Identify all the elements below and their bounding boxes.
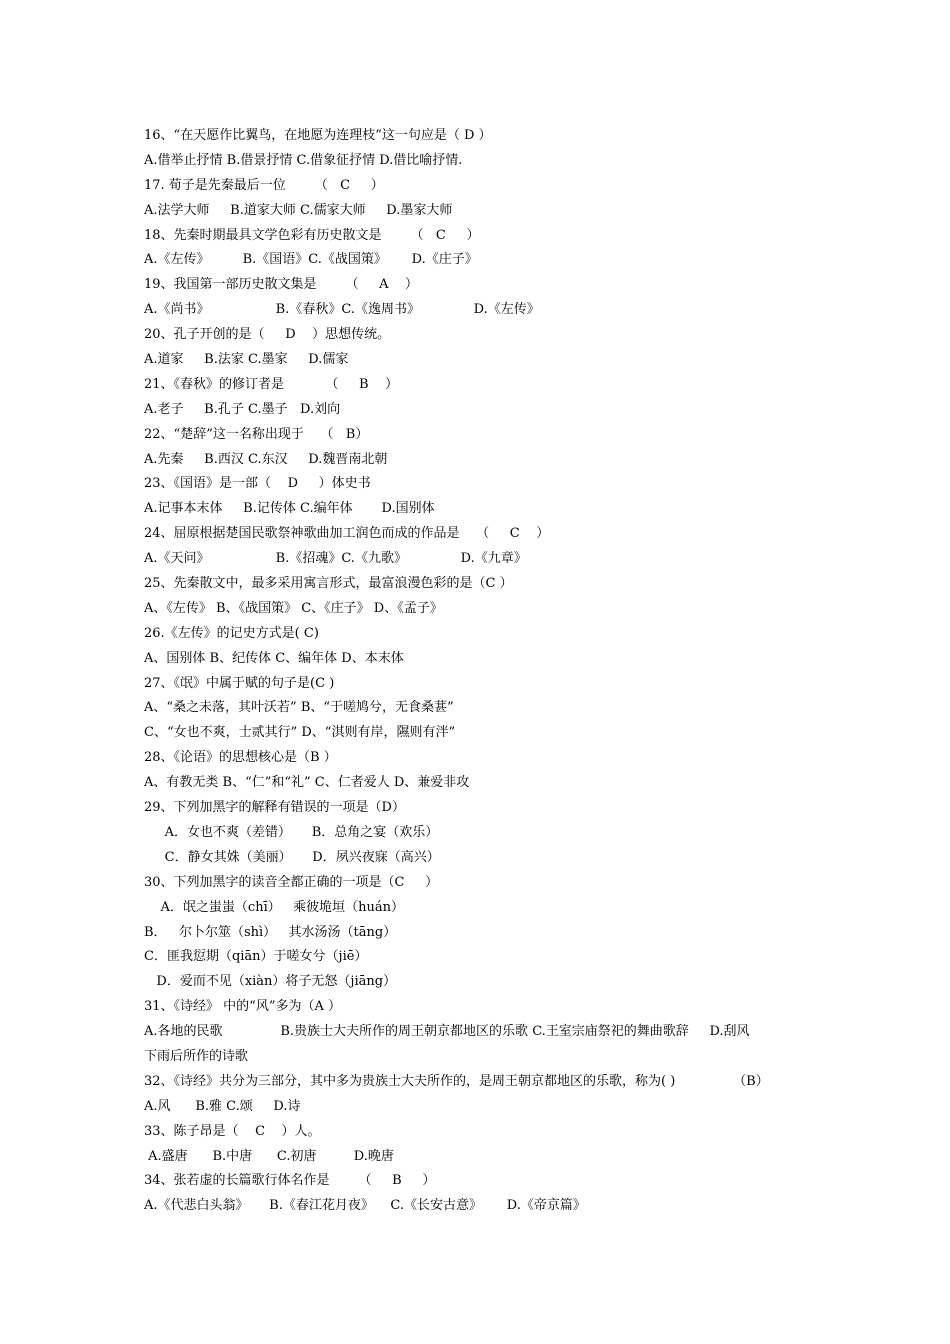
text-line: D．爱而不见（xiàn）将子无怒（jiāng）	[144, 974, 397, 990]
text-line: A．女也不爽（差错） B．总角之宴（欢乐）	[144, 824, 439, 840]
text-line: A.《左传》 B.《国语》C.《战国策》 D.《庄子》	[144, 252, 478, 268]
text-line: A.记事本末体 B.记传体 C.编年体 D.国别体	[144, 501, 435, 517]
text-line: 26.《左传》的记史方式是( C)	[144, 625, 319, 641]
text-line: A.《天问》 B.《招魂》C.《九歌》 D.《九章》	[144, 551, 527, 567]
text-line: A.老子 B.孔子 C.墨子 D.刘向	[144, 401, 341, 417]
text-line: 22、“楚辞”这一名称出现于 （ B）	[144, 426, 369, 442]
text-line: A、国别体 B、纪传体 C、编年体 D、本末体	[144, 650, 404, 666]
text-line: C．静女其姝（美丽） D．夙兴夜寐（高兴）	[144, 849, 440, 865]
text-line: A.先秦 B.西汉 C.东汉 D.魏晋南北朝	[144, 451, 388, 467]
text-line: A.法学大师 B.道家大师 C.儒家大师 D.墨家大师	[144, 202, 453, 218]
text-line: 28、《论语》的思想核心是（B ）	[144, 750, 337, 766]
text-line: 18、先秦时期最具文学色彩有历史散文是 （ C ）	[144, 227, 480, 243]
text-line: A.风 B.雅 C.颂 D.诗	[144, 1098, 301, 1114]
text-line: 29、下列加黑字的解释有错误的一项是（D）	[144, 800, 405, 816]
text-line: 23、《国语》是一部（ D ）体史书	[144, 476, 371, 492]
text-line: A.《代悲白头翁》 B.《春江花月夜》 C.《长安古意》 D.《帝京篇》	[144, 1198, 586, 1214]
text-line: A、“桑之未落，其叶沃若” B、“于嗟鸠兮，无食桑葚”	[144, 700, 454, 716]
text-line: A.《尚书》 B.《春秋》C.《逸周书》 D.《左传》	[144, 302, 540, 318]
text-line: 17. 荀子是先秦最后一位 （ C ）	[144, 177, 384, 193]
text-line: C．匪我愆期（qiān）于嗟女兮（jiē）	[144, 949, 368, 965]
text-line: B． 尔卜尔筮（shì） 其水汤汤（tāng）	[144, 924, 397, 940]
text-line: C、“女也不爽，士贰其行” D、“淇则有岸，隰则有泮”	[144, 725, 456, 741]
text-line: 33、陈子昂是（ C ）人。	[144, 1123, 321, 1139]
question-list	[144, 124, 824, 1219]
text-line: 31、《诗经》 中的“风”多为（A ）	[144, 999, 341, 1015]
text-line: 25、先秦散文中，最多采用寓言形式，最富浪漫色彩的是（C ）	[144, 576, 513, 592]
text-line: 21、《春秋》的修订者是 （ B ）	[144, 376, 399, 392]
text-line: 27、《氓》中属于赋的句子是(C )	[144, 675, 335, 691]
text-line: 34、张若虚的长篇歌行体名作是 （ B ）	[144, 1173, 436, 1189]
text-line: A.借举止抒情 B.借景抒情 C.借象征抒情 D.借比喻抒情.	[144, 152, 463, 168]
text-line: A.盛唐 B.中唐 C.初唐 D.晚唐	[144, 1148, 394, 1164]
text-line: A.各地的民歌 B.贵族士大夫所作的周王朝京都地区的乐歌 C.王室宗庙祭祀的舞曲歌辞 D.刮风	[144, 1024, 750, 1040]
text-line: 24、屈原根据楚国民歌祭神歌曲加工润色而成的作品是 （ C ）	[144, 526, 550, 542]
text-line: A．氓之蚩蚩（chī） 乘彼垝垣（huán）	[144, 899, 404, 915]
text-line: A、《左传》 B、《战国策》 C、《庄子》 D、《孟子》	[144, 600, 443, 616]
text-line: 下雨后所作的诗歌	[144, 1048, 249, 1064]
text-line: 19、我国第一部历史散文集是 （ A ）	[144, 277, 419, 293]
text-line: 30、下列加黑字的读音全都正确的一项是（C ）	[144, 874, 439, 890]
text-line: A、有教无类 B、“仁”和“礼” C、仁者爱人 D、兼爱非攻	[144, 775, 470, 791]
text-line: A.道家 B.法家 C.墨家 D.儒家	[144, 352, 349, 368]
text-line: 32、《诗经》共分为三部分，其中多为贵族士大夫所作的，是周王朝京都地区的乐歌，称为( ) （B）	[144, 1073, 769, 1089]
text-line: 20、孔子开创的是（ D ）思想传统。	[144, 327, 391, 343]
text-line: 16、“在天愿作比翼鸟，在地愿为连理枝”这一句应是（ D ）	[144, 128, 492, 143]
